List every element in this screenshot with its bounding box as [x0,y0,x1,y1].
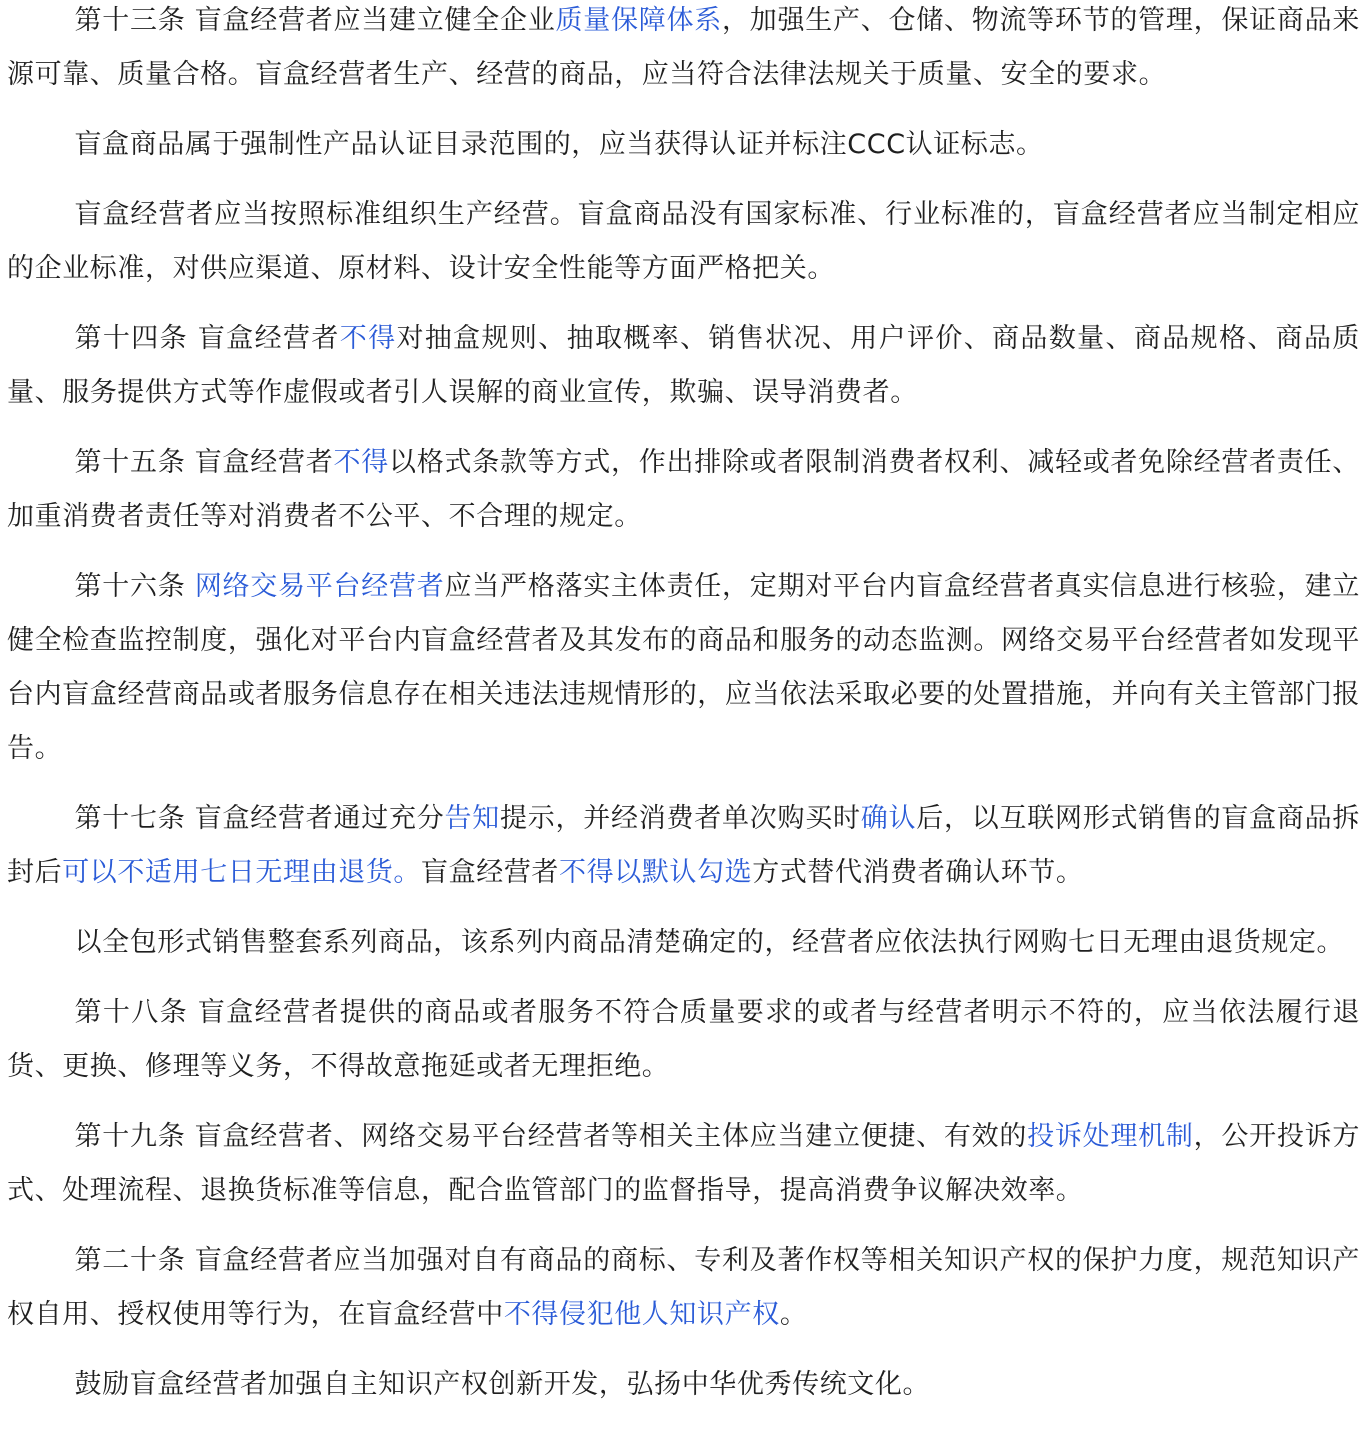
text-segment: ，公开投诉方式、处理流程、退换货标准等信息，配合监管部门的监督指导，提高消费争议解决效率。 [7,1121,1360,1206]
highlighted-text: 不得 [339,323,397,354]
highlighted-text: 不得侵犯他人知识产权 [503,1299,780,1330]
paragraph [7,560,1360,776]
text-segment: 第十八条 盲盒经营者提供的商品或者服务不符合质量要求的或者与经营者明示不符的，应当依法履行退货、更换、修理等义务，不得故意拖延或者无理拒绝。 [7,997,1360,1082]
highlighted-text: 不得以默认勾选 [559,857,753,888]
text-segment: 第十五条 盲盒经营者 [74,447,334,478]
text-segment: 。 [779,1299,808,1330]
paragraph [7,986,1360,1094]
text-segment: 第十七条 盲盒经营者通过充分 [74,803,445,834]
text-segment: 以全包形式销售整套系列商品，该系列内商品清楚确定的，经营者应依法执行网购七日无理由退货规定。 [74,927,1345,958]
highlighted-text: 投诉处理机制 [1027,1121,1194,1152]
paragraph [7,1358,1360,1412]
paragraph [7,792,1360,900]
text-segment: 第二十条 盲盒经营者应当加强对自有商品的商标、专利及著作权等相关知识产权的保护力度，规范知识产权自用、授权使用等行为，在盲盒经营中 [7,1245,1360,1330]
paragraph [7,916,1360,970]
text-segment: 第十三条 盲盒经营者应当建立健全企业 [74,5,556,36]
paragraph [7,118,1360,172]
text-segment: 方式替代消费者确认环节。 [752,857,1084,888]
text-segment: 应当严格落实主体责任，定期对平台内盲盒经营者真实信息进行核验，建立健全检查监控制度，强化对平台内盲盒经营者及其发布的商品和服务的动态监测。网络交易平台经营者如发现平台内盲盒经营商品或者服务信息存在相关违法违规情形的，应当依法采取必要的处置措施，并向有关主管部门报告。 [7,571,1360,764]
text-segment: 对抽盒规则、抽取概率、销售状况、用户评价、商品数量、商品规格、商品质量、服务提供方式等作虚假或者引人误解的商业宣传，欺骗、误导消费者。 [7,323,1361,408]
text-segment: 第十六条 [74,571,195,602]
text-segment: 后，以互联网形式销售的盲盒商品拆封后 [7,803,1361,888]
text-segment: 第十四条 盲盒经营者 [74,323,340,354]
text-segment: 以格式条款等方式，作出排除或者限制消费者权利、减轻或者免除经营者责任、加重消费者责任等对消费者不公平、不合理的规定。 [7,447,1360,532]
highlighted-text: 确认 [860,803,917,834]
text-segment: 提示，并经消费者单次购买时 [500,803,861,834]
paragraph [7,436,1360,544]
paragraph [7,1110,1360,1218]
highlighted-text: 不得 [333,447,390,478]
text-segment: 第十九条 盲盒经营者、网络交易平台经营者等相关主体应当建立便捷、有效的 [74,1121,1028,1152]
highlighted-text: 网络交易平台经营者 [194,571,445,602]
highlighted-text: 告知 [444,803,501,834]
text-segment: 盲盒商品属于强制性产品认证目录范围的，应当获得认证并标注CCC认证标志。 [74,129,1044,160]
text-segment: 鼓励盲盒经营者加强自主知识产权创新开发，弘扬中华优秀传统文化。 [74,1369,931,1400]
paragraph [7,0,1360,102]
highlighted-text: 质量保障体系 [555,5,722,36]
paragraph [7,188,1360,296]
paragraph [7,312,1360,420]
highlighted-text: 可以不适用七日无理由退货。 [62,857,422,888]
text-segment: ，加强生产、仓储、物流等环节的管理，保证商品来源可靠、质量合格。盲盒经营者生产、经营的商品，应当符合法律法规关于质量、安全的要求。 [7,5,1360,90]
text-segment: 盲盒经营者应当按照标准组织生产经营。盲盒商品没有国家标准、行业标准的，盲盒经营者应当制定相应的企业标准，对供应渠道、原材料、设计安全性能等方面严格把关。 [7,199,1360,284]
paragraph [7,1234,1360,1342]
text-segment: 盲盒经营者 [421,857,560,888]
